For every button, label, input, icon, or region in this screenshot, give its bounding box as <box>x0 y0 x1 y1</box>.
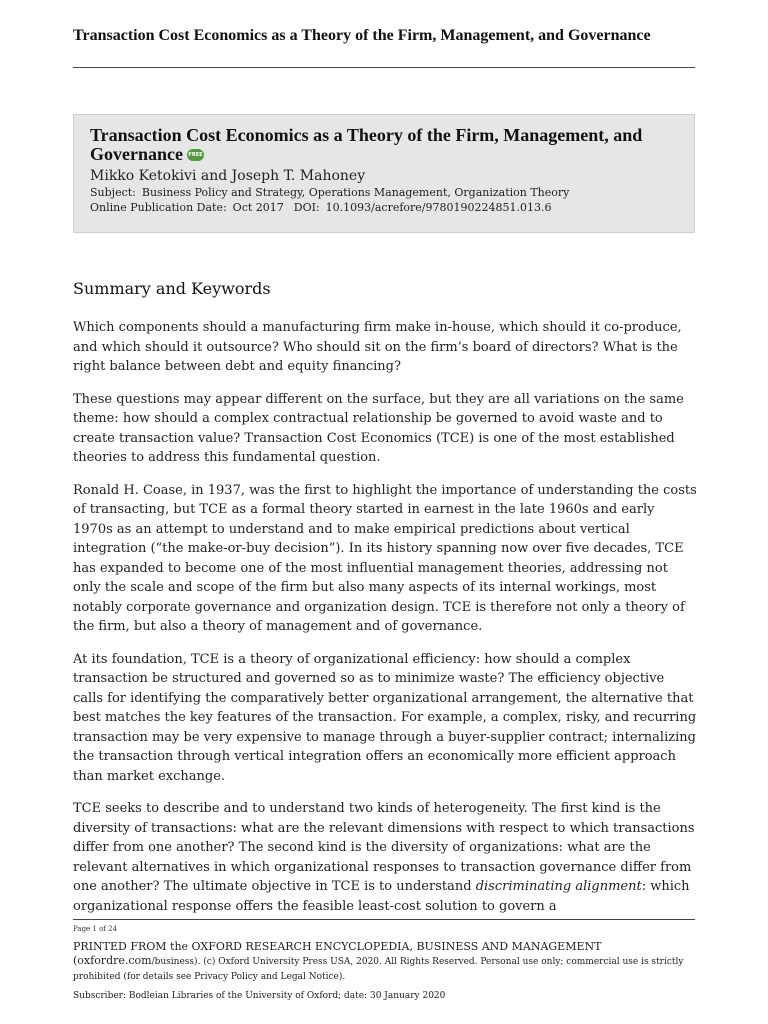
subject-line <box>90 185 678 200</box>
summary-paragraph-1: Which components should a manufacturing firm make in-house, which should it co-produce, and which should it outsource? Who should sit on the firm’s board of directors? What is the right balance between debt and equity financing? <box>73 320 682 374</box>
summary-heading: Summary and Keywords <box>73 279 271 298</box>
running-head: Transaction Cost Economics as a Theory of the Firm, Management, and Governance <box>73 27 651 44</box>
article-metadata-box <box>73 114 695 233</box>
summary-body <box>73 318 697 929</box>
printed-from-text: PRINTED FROM the OXFORD RESEARCH ENCYCLOPEDIA, BUSINESS AND MANAGEMENT <box>73 940 602 953</box>
page-number: Page 1 of 24 <box>73 925 118 933</box>
subject-value: Business Policy and Strategy, Operations Management, Organization Theory <box>141 186 570 199</box>
header-divider <box>73 67 695 68</box>
pub-date-value: Oct 2017 <box>232 201 284 214</box>
article-title-text: Transaction Cost Economics as a Theory of the Firm, Management, and Governance <box>90 125 643 164</box>
doi-label: DOI: <box>293 201 320 214</box>
footer-divider <box>73 919 695 920</box>
paragraph-5-text-after: : which organizational response offers the feasible least-cost solution to govern a <box>73 879 690 914</box>
pub-date-label: Online Publication Date: <box>90 201 227 214</box>
summary-paragraph-5 <box>73 799 697 916</box>
paragraph-5-text-before: TCE seeks to describe and to understand two kinds of heterogeneity. The first kind is the diversity of transactions: what are the relevant dimensions with respect to which transactions differ from one another? The second kind is the diversity of organizations: what are the relevant alternatives in which organizational responses to transaction governance differ from one another? The ultimate objective in TCE is to understand <box>73 801 695 894</box>
emphasis-discriminating-alignment: discriminating alignment <box>475 879 642 894</box>
subject-label: Subject: <box>90 186 136 199</box>
free-access-badge: FREE <box>187 149 204 161</box>
article-title <box>90 126 678 164</box>
summary-paragraph-2: These questions may appear different on the surface, but they are all variations on the same theme: how should a complex contractual relationship be governed to avoid waste and to create transaction value? Transaction Cost Economics (TCE) is one of the most established theories to address this fundamental question. <box>73 391 684 465</box>
publication-line <box>90 200 678 215</box>
rights-text: /business). (c) Oxford University Press USA, 2020. All Rights Reserved. Personal use only; commercial use is strictly prohibited (for details see Privacy Policy and Legal Notice). <box>73 957 684 982</box>
doi-value: 10.1093/acrefore/9780190224851.013.6 <box>325 201 552 214</box>
summary-paragraph-4: At its foundation, TCE is a theory of organizational efficiency: how should a complex transaction be structured and governed so as to minimize waste? The efficiency objective calls for identifying the comparatively better organizational arrangement, the alternative that best matches the key features of the transaction. For example, a complex, risky, and recurring transaction may be very expensive to manage through a buyer-supplier contract; internalizing the transaction through vertical integration offers an economically more efficient approach than market exchange. <box>73 651 697 784</box>
subscriber-notice: Subscriber: Bodleian Libraries of the University of Oxford; date: 30 January 2020 <box>73 991 446 1001</box>
summary-paragraph-3: Ronald H. Coase, in 1937, was the first to highlight the importance of understanding the costs of transacting, but TCE as a formal theory started in earnest in the late 1960s and early 1970s as an attempt to understand and to make empirical predictions about vertical integration (“the make-or-buy decision”). In its history spanning now over five decades, TCE has expanded to become one of the most influential management theories, addressing not only the scale and scope of the firm but also many aspects of its internal workings, most notably corporate governance and organization design. TCE is therefore not only a theory of the firm, but also a theory of management and of governance. <box>73 482 697 634</box>
article-authors: Mikko Ketokivi and Joseph T. Mahoney <box>90 168 366 184</box>
print-notice <box>73 940 695 984</box>
domain-text: (oxfordre.com <box>73 954 152 967</box>
